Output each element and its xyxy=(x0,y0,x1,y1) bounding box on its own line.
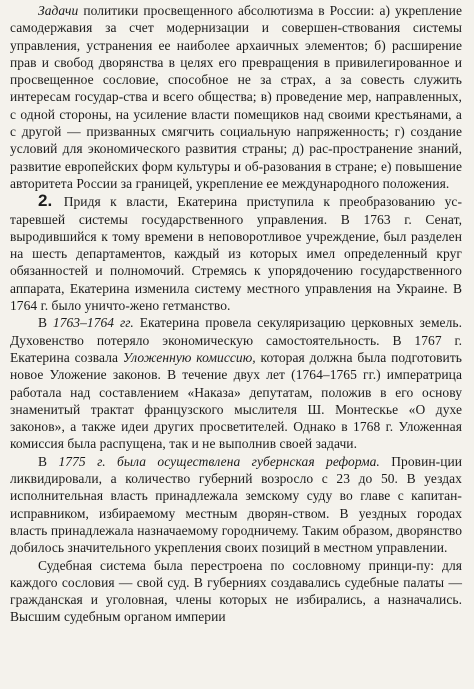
text-run: выродившийся к тому времени в неповоротливое учреждение, xyxy=(10,228,379,244)
paragraph-judicial-system xyxy=(10,557,462,626)
text-run: стороны, на усиление власти помещиков над своими крестьянами, xyxy=(59,106,452,122)
text-run: Судебная система была перестроена по сословному принци- xyxy=(38,557,417,573)
text-run: Придя к власти, Екатерина приступила к преобразованию ус- xyxy=(54,194,462,210)
text-run: ции ликвидировали, а количество губерний возросло с 23 до 50. xyxy=(10,453,463,487)
text-run: политики просвещенного абсолютизма в России: xyxy=(78,3,375,18)
paragraph-secularization xyxy=(10,314,462,452)
text-run: систему местного управления на Украине. В 1764 г. было уничто- xyxy=(10,280,463,314)
text-run: укрепление ее международного положения. xyxy=(196,175,450,191)
text-run: земель. Духовенство потеряло экономическую самостоятельность. xyxy=(10,315,462,348)
text-run: определенный круг обязанностей и полномочий. Стремясь к xyxy=(10,246,462,279)
text-run: которая xyxy=(255,349,305,365)
text-run: ством. В уездных городах власть принадлежала назначаемому xyxy=(10,505,462,538)
text-run: В xyxy=(38,315,53,331)
text-run: должна была подготовить новое Уложение законов. В течение xyxy=(10,349,462,383)
text-run: В уездах исполнительная власть принадлежала земскому суду xyxy=(10,471,462,504)
text-run: способное не за страх, а за совесть служить интересам государ- xyxy=(10,72,462,105)
text-run: В xyxy=(38,453,59,469)
text-run: упорядочению государственного аппарата, Екатерина изменила xyxy=(10,263,462,296)
text-run: двух лет (1764–1765 гг.) императрица работала над составлением xyxy=(10,367,462,400)
text-run: элементов; б) расширение прав и свобод дворянства в целях его xyxy=(10,37,462,70)
text-run: а с другой — призванных смягчить социальную напряженность; xyxy=(10,106,462,140)
text-run: разования в стране; е) повышение авторитета России за границей, xyxy=(10,158,462,191)
text-run: Провин- xyxy=(379,453,441,469)
text-run: укрепления своих позиций в местном управлении. xyxy=(154,540,448,556)
section-number: 2. xyxy=(38,191,53,211)
text-run: В 1767 г. Екатерина созвала xyxy=(10,332,462,365)
paragraph-section-2 xyxy=(10,192,462,314)
italic-term: Уложенную комиссию, xyxy=(122,349,256,365)
text-run: городничему. Таким образом, дворянство добилось значительного xyxy=(10,522,462,556)
text-run: идеи других просветителей. Однако в 1768 г. Уложенная xyxy=(121,419,462,435)
italic-term: 1775 г. была осуществлена губернская реформа. xyxy=(58,453,380,469)
text-run: пространение знаний, развитие европейских форм культуры и об- xyxy=(10,141,462,174)
paragraph-provincial-reform xyxy=(10,453,462,557)
italic-term: 1763–1764 гг. xyxy=(52,315,134,331)
text-run: французского мыслителя Ш. Монтескье «О духе законов», а также xyxy=(10,401,462,435)
text-run: комиссия была распущена, так и не выполнив своей задачи. xyxy=(10,436,358,452)
text-run: был разделен на шесть департаментов, каждый из которых имел xyxy=(10,228,462,262)
text-run: превращения в привилегированное и просвещенное сословие, xyxy=(10,54,462,88)
paragraph-goals xyxy=(10,2,462,192)
text-run: таревшей системы государственного управления. В 1763 г. Сенат, xyxy=(10,211,462,227)
italic-term: Задачи xyxy=(38,3,79,18)
text-run: «Наказа» депутатам, положив в его основу знаменитый трактат xyxy=(10,384,462,417)
section-2-body xyxy=(10,194,462,313)
text-run: избирались, а назначались. Высшим судебным органом империи xyxy=(10,592,462,625)
text-run: Екатерина провела секуляризацию церковных xyxy=(133,315,414,331)
text-run: ствования системы управления, устранения ее наиболее архаичных xyxy=(10,20,463,53)
text-run: пу: для каждого сословия — свой суд. В губерниях создавались xyxy=(10,557,462,590)
text-run: во главе с капитан-исправником, избираемому местным дворян- xyxy=(10,488,462,521)
text-run: ства и всего общества; в) проведение мер, направленных, с одной xyxy=(10,89,462,122)
text-run: жено гетманство. xyxy=(129,298,231,314)
text-run: г) создание условий для экономического развития страны; д) рас- xyxy=(10,124,462,157)
document-text xyxy=(10,2,462,626)
text-run: а) укрепление самодержавия за счет модернизации и совершен- xyxy=(10,3,462,36)
text-run: судебные палаты — гражданская и уголовная, члены которых не xyxy=(10,574,462,608)
